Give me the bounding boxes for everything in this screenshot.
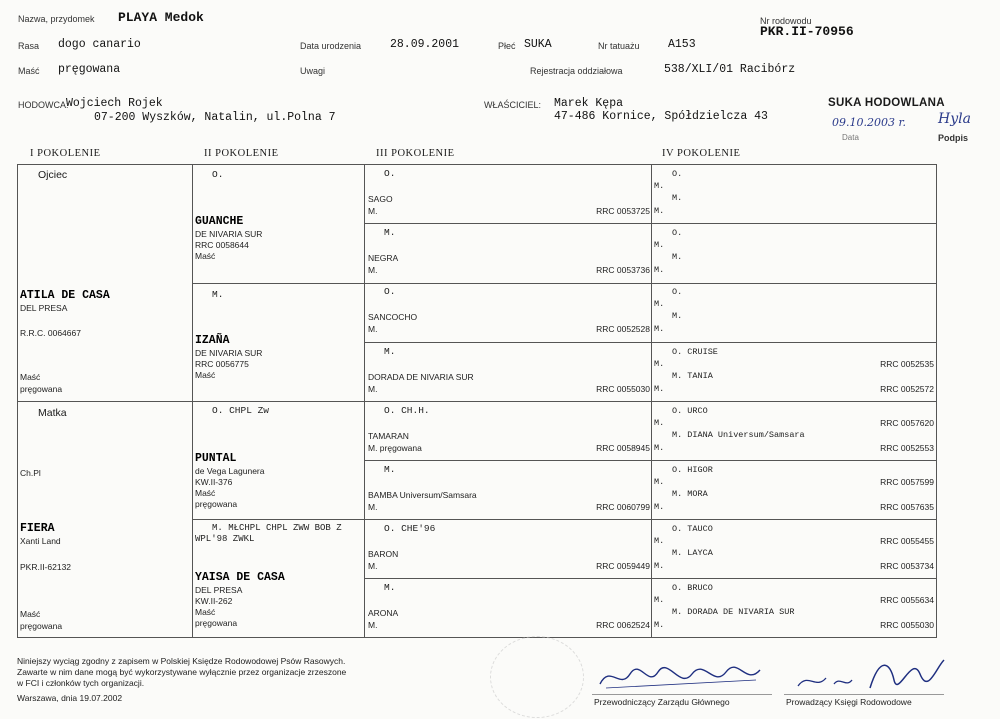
gen4-dam-dam: M. xyxy=(654,502,665,512)
dam-reg: PKR.II-62132 xyxy=(20,562,72,572)
gen3-title: O. CH.H. xyxy=(384,404,430,416)
reg-number-label: Nr rodowodu xyxy=(760,16,812,26)
sire-reg: R.R.C. 0064667 xyxy=(20,328,81,338)
footer-line-1: Niniejszy wyciąg zgodny z zapisem w Polskiej Księdze Rodowodowej Psów Rasowych. xyxy=(17,656,346,666)
gen3-parent-line: M. xyxy=(368,324,378,335)
gen4-sire-dam: M. xyxy=(654,181,665,191)
footer-line-3: w FCI i członków tych organizacji. xyxy=(17,678,145,688)
gen2-line: DE NIVARIA SUR xyxy=(195,348,263,358)
branch-label: Rejestracja oddziałowa xyxy=(530,66,623,76)
gen4-dam-dam: M. xyxy=(654,442,665,453)
gen3-parent-line: M. pręgowana xyxy=(368,442,422,453)
gen4-dam-dam: M. xyxy=(654,206,665,216)
gen4-sire: O. URCO xyxy=(672,405,708,416)
gen4-sire-dam: M. xyxy=(654,417,665,428)
gen3-name: SAGO xyxy=(368,194,393,204)
gen4-dam-reg: RRC 0057635 xyxy=(880,502,934,512)
gen2-name: PUNTAL xyxy=(195,452,237,465)
gen4-sire-dam: M. xyxy=(654,595,665,606)
gen4-sire-reg: RRC 0057620 xyxy=(880,417,934,428)
gen2-line: pręgowana xyxy=(195,499,238,509)
gen2-line: KW.II-262 xyxy=(195,596,233,606)
breed-label: Rasa xyxy=(18,41,40,51)
color-value: pręgowana xyxy=(58,63,121,76)
gen4-sire-dam: M. xyxy=(654,358,665,369)
gen4-dam: M. xyxy=(672,311,683,322)
gen2-line: Maść xyxy=(195,251,216,261)
gen2-line: Maść xyxy=(195,370,216,380)
gen4-sire: O. TAUCO xyxy=(672,524,713,535)
gen4-sire-reg: RRC 0052535 xyxy=(880,358,934,369)
sire-color-label: Maść xyxy=(20,372,41,382)
owner-name: Marek Kępa xyxy=(554,97,624,110)
gen4-sire: O. CRUISE xyxy=(672,346,718,357)
gen3-name: NEGRA xyxy=(368,253,399,264)
gen4-dam-dam: M. xyxy=(654,324,665,335)
gen4-dam-reg: RRC 0052572 xyxy=(880,383,934,394)
gen3-parent-line: M. xyxy=(368,561,378,572)
gen2-name: GUANCHE xyxy=(195,215,244,228)
gen2-line: de Vega Lagunera xyxy=(195,466,265,476)
gen4-sire: O. xyxy=(672,169,683,179)
gen3-reg: RRC 0053736 xyxy=(596,265,650,276)
name-label: Nazwa, przydomek xyxy=(18,14,95,24)
gen3-title: O. xyxy=(384,286,396,298)
gen3-title: O. xyxy=(384,168,396,179)
gen2-title: O. CHPL Zw xyxy=(212,405,270,416)
color-label: Maść xyxy=(18,66,40,76)
gen4-sire-reg: RRC 0055455 xyxy=(880,536,934,547)
breeder-address: 07-200 Wyszków, Natalin, ul.Polna 7 xyxy=(94,111,336,124)
tattoo-label: Nr tatuażu xyxy=(598,41,640,51)
gen3-title: M. xyxy=(384,227,396,239)
gen3-title: M. xyxy=(384,464,396,475)
gen4-dam: M. TANIA xyxy=(672,370,713,381)
dam-title: Ch.Pl xyxy=(20,468,41,478)
gen3-reg: RRC 0052528 xyxy=(596,324,650,335)
gen2-header: II POKOLENIE xyxy=(204,148,279,159)
gen3-name: ARONA xyxy=(368,608,399,619)
gen2-line: Maść xyxy=(195,488,216,498)
breed-value: dogo canario xyxy=(58,38,141,51)
gen4-sire-dam: M. xyxy=(654,477,665,487)
gen4-sire-dam: M. xyxy=(654,240,665,251)
gen2-title: O. xyxy=(212,169,224,180)
gen3-name: TAMARAN xyxy=(368,430,409,441)
gen4-dam: M. MORA xyxy=(672,489,708,499)
gen4-dam: M. LAYCA xyxy=(672,548,713,559)
gen3-parent-line: M. xyxy=(368,265,378,276)
gen4-sire-reg: RRC 0055634 xyxy=(880,595,934,606)
gen3-title: M. xyxy=(384,582,396,594)
gen2-line: DE NIVARIA SUR xyxy=(195,229,263,239)
owner-label: WŁAŚCICIEL: xyxy=(484,100,542,110)
gen3-name: DORADA DE NIVARIA SUR xyxy=(368,371,474,382)
gen3-reg: RRC 0062524 xyxy=(596,620,650,631)
gen2-title: M. xyxy=(212,289,224,300)
sire-subtitle: DEL PRESA xyxy=(20,303,68,313)
chairman-signature-icon xyxy=(596,654,766,696)
gen4-sire: O. HIGOR xyxy=(672,465,713,475)
breeding-bitch-stamp: SUKA HODOWLANA xyxy=(828,97,945,109)
branch-value: 538/XLI/01 Racibórz xyxy=(664,63,796,76)
birth-date-value: 28.09.2001 xyxy=(390,38,460,51)
gen3-title: M. xyxy=(384,345,396,357)
gen3-reg: RRC 0060799 xyxy=(596,502,650,512)
gen2-line: RRC 0058644 xyxy=(195,240,249,250)
gen4-header: IV POKOLENIE xyxy=(662,148,741,159)
gen4-dam-reg: RRC 0052553 xyxy=(880,442,934,453)
gen2-line: DEL PRESA xyxy=(195,585,243,595)
gen2-line: pręgowana xyxy=(195,618,238,628)
dam-color-label: Maść xyxy=(20,609,41,619)
gen4-dam-reg: RRC 0055030 xyxy=(880,620,934,631)
reg-number: PKR.II-70956 xyxy=(760,24,854,39)
gen3-reg: RRC 0053725 xyxy=(596,206,650,216)
gen3-name: SANCOCHO xyxy=(368,312,418,323)
gen3-title: O. CHE'96 xyxy=(384,523,436,535)
owner-address: 47-486 Kornice, Spółdzielcza 43 xyxy=(554,110,768,123)
dam-color: pręgowana xyxy=(20,621,63,631)
breeder-label: HODOWCA: xyxy=(18,100,69,110)
sex-label: Płeć xyxy=(498,41,516,51)
gen3-parent-line: M. xyxy=(368,502,378,512)
sire-label: Ojciec xyxy=(38,169,68,181)
gen3-name: BARON xyxy=(368,549,399,560)
birth-date-label: Data urodzenia xyxy=(300,41,362,51)
gen3-parent-line: M. xyxy=(368,383,378,394)
gen2-name: YAISA DE CASA xyxy=(195,571,285,584)
dam-label: Matka xyxy=(38,407,67,419)
gen3-reg: RRC 0059449 xyxy=(596,561,650,572)
gen2-title: M. MŁCHPL CHPL ZWW BOB Z xyxy=(212,523,342,533)
gen4-dam-reg: RRC 0053734 xyxy=(880,561,934,572)
gen3-header: III POKOLENIE xyxy=(376,148,455,159)
signature-caption: Podpis xyxy=(938,133,969,143)
stamp-signature: Hyla xyxy=(938,111,971,127)
date-caption: Data xyxy=(842,133,859,142)
footer-date: Warszawa, dnia 19.07.2002 xyxy=(17,693,123,703)
gen4-dam-dam: M. xyxy=(654,265,665,276)
sire-name: ATILA DE CASA xyxy=(20,289,110,302)
gen1-header: I POKOLENIE xyxy=(30,148,101,159)
gen4-dam: M. xyxy=(672,193,683,203)
registrar-signature-icon xyxy=(790,650,950,696)
breeder-name: Wojciech Rojek xyxy=(66,97,163,110)
registrar-caption: Prowadzący Księgi Rodowodowe xyxy=(786,697,912,707)
gen4-dam: M. DORADA DE NIVARIA SUR xyxy=(672,607,795,618)
gen4-dam: M. DIANA Universum/Samsara xyxy=(672,429,805,440)
dam-subtitle: Xanti Land xyxy=(20,536,61,546)
dam-name: FIERA xyxy=(20,522,55,535)
tattoo-value: A153 xyxy=(668,38,696,51)
dog-name: PLAYA Medok xyxy=(118,10,204,25)
gen4-sire: O. xyxy=(672,287,683,298)
chairman-caption: Przewodniczący Zarządu Głównego xyxy=(594,697,730,707)
gen4-dam-dam: M. xyxy=(654,561,665,572)
gen3-name: BAMBA Universum/Samsara xyxy=(368,490,477,500)
gen2-line: KW.II-376 xyxy=(195,477,233,487)
gen3-parent-line: M. xyxy=(368,620,378,631)
gen2-line: RRC 0056775 xyxy=(195,359,249,369)
gen4-sire: O. BRUCO xyxy=(672,583,713,594)
gen3-reg: RRC 0058945 xyxy=(596,442,650,453)
sire-color: pręgowana xyxy=(20,384,63,394)
gen4-sire-dam: M. xyxy=(654,299,665,310)
gen2-name: IZAÑA xyxy=(195,334,230,347)
sex-value: SUKA xyxy=(524,38,552,51)
gen4-sire-reg: RRC 0057599 xyxy=(880,477,934,487)
gen2-title-continued: WPL'98 ZWKL xyxy=(195,534,255,544)
gen4-dam: M. xyxy=(672,252,683,263)
gen4-dam-dam: M. xyxy=(654,383,665,394)
gen3-parent-line: M. xyxy=(368,206,378,216)
gen4-dam-dam: M. xyxy=(654,620,665,631)
gen2-line: Maść xyxy=(195,607,216,617)
seal-stamp-icon xyxy=(490,636,584,718)
stamp-date: 09.10.2003 r. xyxy=(832,116,907,129)
gen4-sire-dam: M. xyxy=(654,536,665,547)
remarks-label: Uwagi xyxy=(300,66,326,76)
footer-line-2: Zawarte w nim dane mogą być wykorzystywane wyłącznie przez organizacje zrzeszone xyxy=(17,667,347,677)
gen4-sire: O. xyxy=(672,228,683,239)
gen3-reg: RRC 0055030 xyxy=(596,383,650,394)
